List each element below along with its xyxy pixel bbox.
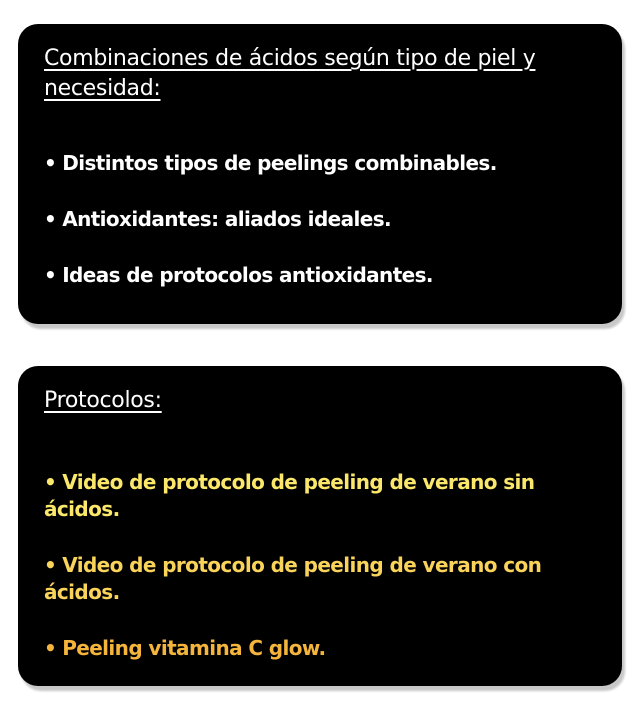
bullet-list (44, 469, 596, 662)
bullet-icon: • (44, 553, 57, 577)
list-item-text: Antioxidantes: aliados ideales. (62, 207, 392, 231)
protocol-vitamin-c-glow-link[interactable] (44, 635, 596, 662)
list-item (44, 150, 596, 177)
card-protocols (18, 366, 622, 686)
bullet-icon: • (44, 151, 57, 175)
card-title-text: Combinaciones de ácidos según tipo de piel y necesidad: (44, 46, 536, 101)
card-title (44, 44, 596, 104)
list-item-text: Video de protocolo de peeling de verano sin ácidos. (44, 470, 535, 521)
list-item-text: Peeling vitamina C glow. (62, 636, 326, 660)
card-acid-combinations (18, 24, 622, 324)
list-item-text: Video de protocolo de peeling de verano con ácidos. (44, 553, 542, 604)
list-item (44, 206, 596, 233)
card-title-text: Protocolos: (44, 388, 162, 413)
bullet-icon: • (44, 636, 57, 660)
list-item (44, 262, 596, 289)
protocol-video-summer-with-acids-link[interactable] (44, 552, 596, 606)
list-item-text: Distintos tipos de peelings combinables. (62, 151, 497, 175)
bullet-icon: • (44, 263, 57, 287)
bullet-list (44, 150, 596, 289)
bullet-icon: • (44, 207, 57, 231)
protocol-video-summer-no-acids-link[interactable] (44, 469, 596, 523)
card-title (44, 386, 596, 416)
list-item-text: Ideas de protocolos antioxidantes. (62, 263, 433, 287)
bullet-icon: • (44, 470, 57, 494)
